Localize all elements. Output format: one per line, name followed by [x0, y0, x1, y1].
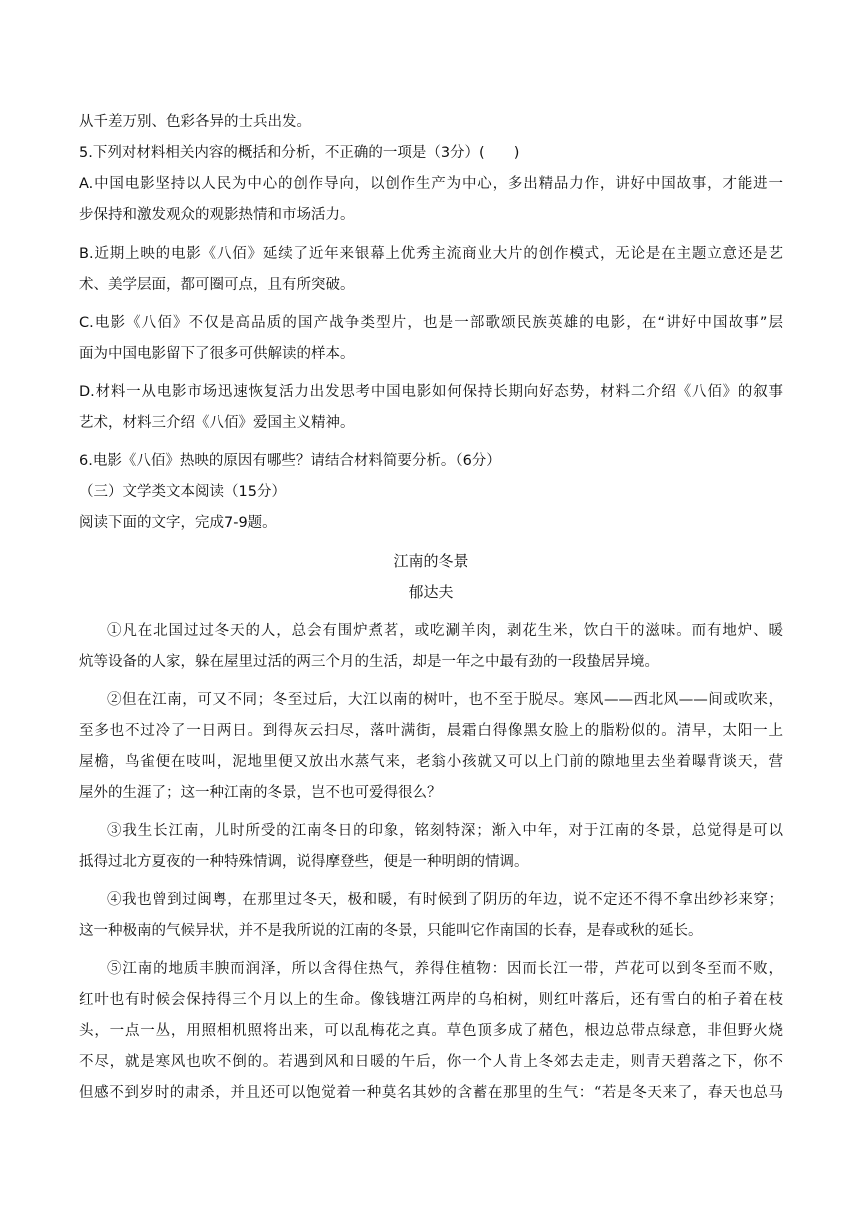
option-a-line-2: 步保持和激发观众的观影热情和市场活力。: [79, 207, 355, 223]
paragraph-3-line-2: 抵得过北方夏夜的一种特殊情调，说得摩登些，便是一种明朗的情调。: [79, 854, 529, 870]
option-b-line-2: 术、美学层面，都可圈可点，且有所突破。: [79, 277, 355, 293]
question-6: 6.电影《八佰》热映的原因有哪些？请结合材料简要分析。（6分）: [79, 453, 501, 469]
option-c-line-1: C.电影《八佰》不仅是高品质的国产战争类型片，也是一部歌颂民族英雄的电影，在“讲好中国故事”层: [79, 315, 783, 331]
paragraph-5-line-3: 头，一点一丛，用照相机照将出来，可以乱梅花之真。草色顶多成了赭色，根边总带点绿意，非但野火烧: [79, 1023, 783, 1039]
paragraph-5-line-2: 红叶也有时候会保持得三个月以上的生命。像钱塘江两岸的乌桕树，则红叶落后，还有雪白的桕子着在枝: [79, 992, 783, 1008]
paragraph-1-line-2: 炕等设备的人家，躲在屋里过活的两三个月的生活，却是一年之中最有劲的一段蛰居异境。: [79, 654, 659, 670]
paragraph-2-line-1: ②但在江南，可又不同；冬至过后，大江以南的树叶，也不至于脱尽。寒风——西北风——间或吹来，: [107, 692, 783, 708]
paragraph-2-line-4: 屋外的生涯了；这一种江南的冬景，岂不也可爱得很么？: [79, 785, 442, 801]
section-heading: （三）文学类文本阅读（15分）: [79, 484, 286, 500]
essay-author: 郁达夫: [408, 583, 454, 601]
paragraph-1-line-1: ①凡在北国过过冬天的人，总会有围炉煮茗，或吃涮羊肉，剥花生米，饮白干的滋味。而有地炉、暖: [107, 623, 783, 639]
option-b-line-1: B.近期上映的电影《八佰》延续了近年来银幕上优秀主流商业大片的创作模式，无论是在主题立意还是艺: [79, 246, 783, 262]
essay-title: 江南的冬景: [393, 552, 469, 570]
option-d-line-2: 艺术，材料三介绍《八佰》爱国主义精神。: [79, 415, 355, 431]
paragraph-5-line-4: 不尽，就是寒风也吹不倒的。若遇到风和日暖的午后，你一个人肯上冬郊去走走，则青天碧落之下，你不: [79, 1054, 783, 1070]
paragraph-4-line-1: ④我也曾到过闽粤，在那里过冬天，极和暖，有时候到了阴历的年边，说不定还不得不拿出纱衫来穿；: [107, 892, 783, 908]
paragraph-5-line-1: ⑤江南的地质丰腴而润泽，所以含得住热气，养得住植物：因而长江一带，芦花可以到冬至而不败，: [107, 961, 783, 977]
paragraph-2-line-3: 屋檐，鸟雀便在吱叫，泥地里便又放出水蒸气来，老翁小孩就又可以上门前的隙地里去坐着曝背谈天，营: [79, 754, 783, 770]
paragraph-2-line-2: 至多也不过冷了一日两日。到得灰云扫尽，落叶满街，晨霜白得像黑女脸上的脂粉似的。清早，太阳一上: [79, 723, 783, 739]
text-line: 从千差万别、色彩各异的士兵出发。: [79, 114, 311, 130]
option-d-line-1: D.材料一从电影市场迅速恢复活力出发思考中国电影如何保持长期向好态势，材料二介绍《八佰》的叙事: [79, 384, 783, 400]
paragraph-3-line-1: ③我生长江南，儿时所受的江南冬日的印象，铭刻特深；渐入中年，对于江南的冬景，总觉得是可以: [107, 823, 783, 839]
reading-instruction: 阅读下面的文字，完成7-9题。: [79, 515, 277, 531]
option-a-line-1: A.中国电影坚持以人民为中心的创作导向，以创作生产为中心，多出精品力作，讲好中国故事，才能进一: [79, 176, 783, 192]
question-5: 5.下列对材料相关内容的概括和分析，不正确的一项是（3分）( ): [79, 145, 520, 161]
option-c-line-2: 面为中国电影留下了很多可供解读的样本。: [79, 346, 355, 362]
paragraph-4-line-2: 这一种极南的气候异状，并不是我所说的江南的冬景，只能叫它作南国的长春，是春或秋的延长。: [79, 923, 703, 939]
paragraph-5-line-5: 但感不到岁时的肃杀，并且还可以饱觉着一种莫名其妙的含蓄在那里的生气：“若是冬天来了，春天也总马: [79, 1085, 783, 1101]
